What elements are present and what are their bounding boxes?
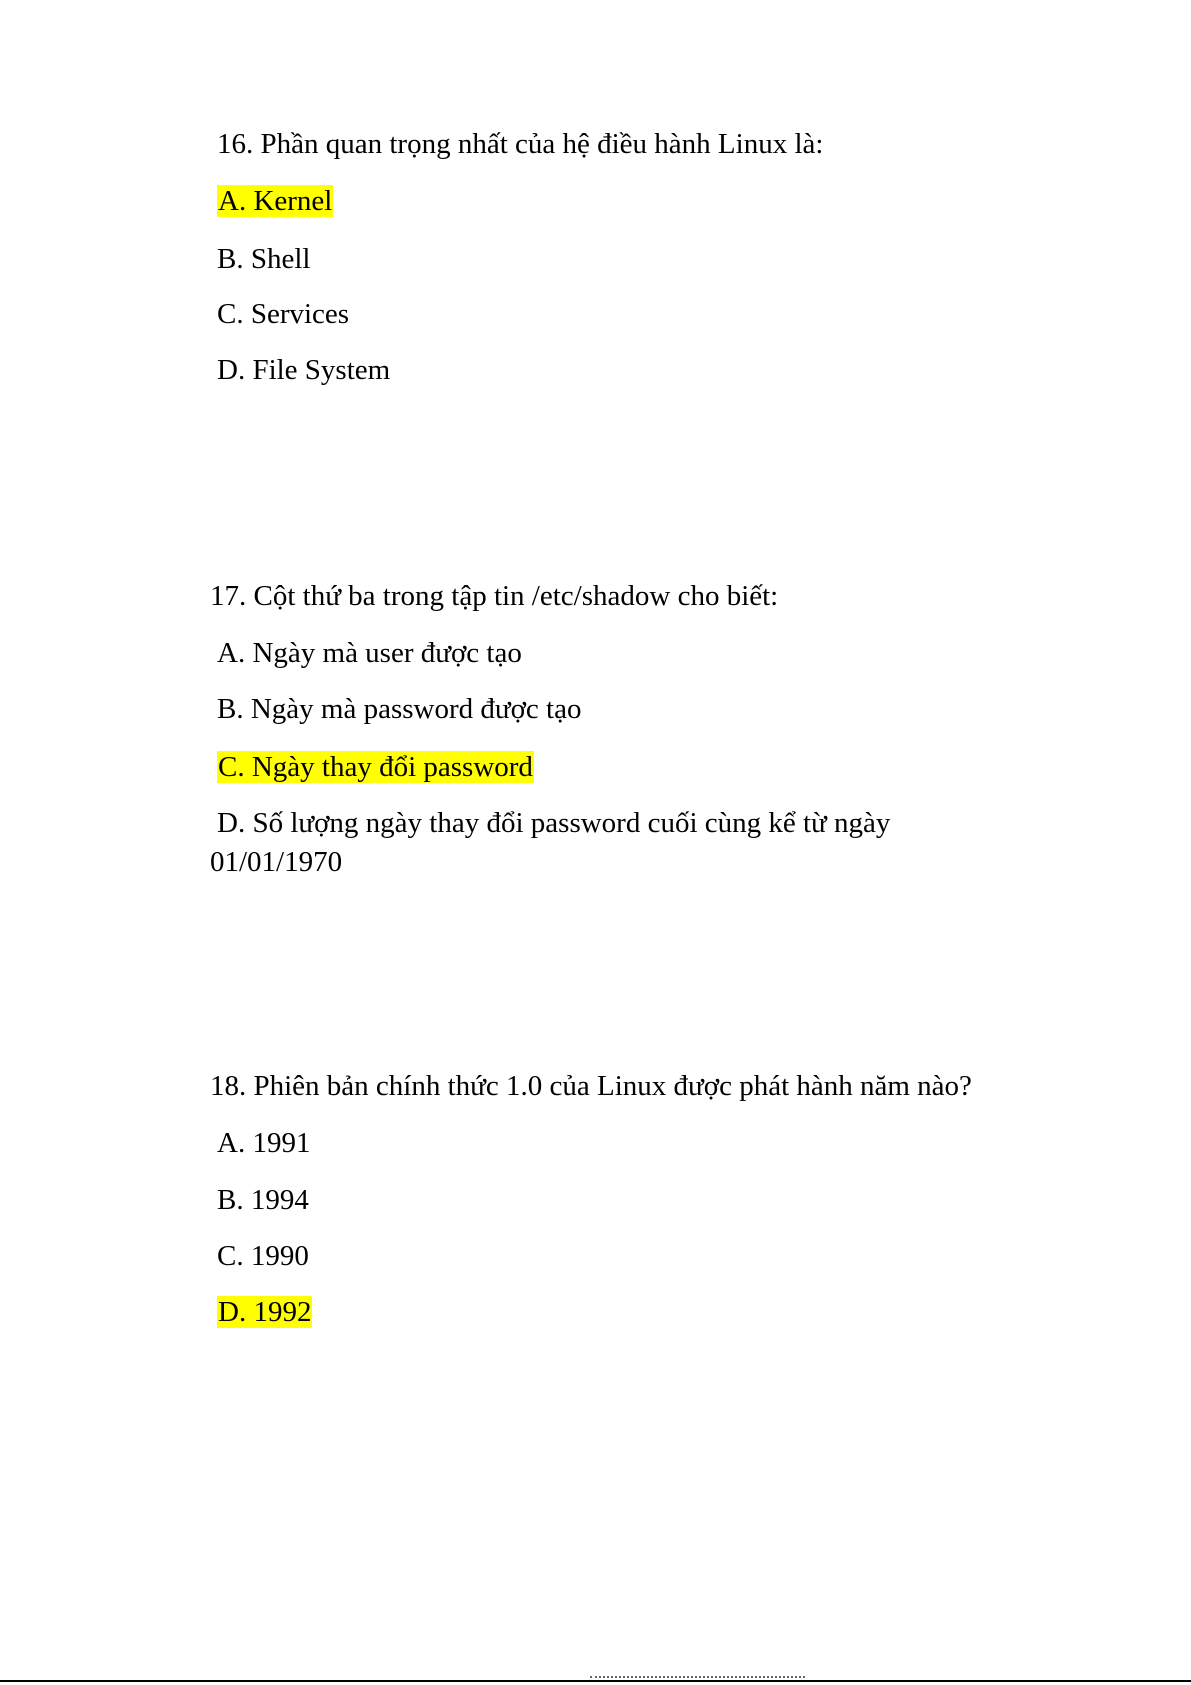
option-b: B. Shell — [217, 243, 311, 275]
option-a: A. 1991 — [217, 1127, 311, 1159]
option-b: B. Ngày mà password được tạo — [217, 693, 582, 725]
question-text: 16. Phần quan trọng nhất của hệ điều hành Linux là: — [217, 128, 824, 160]
option-d: D. Số lượng ngày thay đổi password cuối cùng kể từ ngày — [217, 807, 891, 839]
question-text: 17. Cột thứ ba trong tập tin /etc/shadow cho biết: — [210, 580, 779, 612]
question-text: 18. Phiên bản chính thức 1.0 của Linux được phát hành năm nào? — [210, 1070, 972, 1102]
option-d — [217, 1293, 312, 1331]
option-a — [217, 182, 333, 220]
option-a-label: A. Kernel — [218, 185, 333, 217]
option-c-label: C. Ngày thay đổi password — [218, 751, 533, 783]
option-d-label: D. 1992 — [218, 1296, 312, 1328]
option-d-continuation: 01/01/1970 — [210, 846, 343, 878]
option-a: A. Ngày mà user được tạo — [217, 637, 522, 669]
option-d: D. File System — [217, 354, 391, 386]
option-c — [217, 748, 534, 786]
option-c: C. Services — [217, 298, 350, 330]
page-footer-dots — [590, 1676, 805, 1678]
option-c: C. 1990 — [217, 1240, 309, 1272]
option-b: B. 1994 — [217, 1184, 309, 1216]
page-bottom-rule — [0, 1680, 1191, 1682]
